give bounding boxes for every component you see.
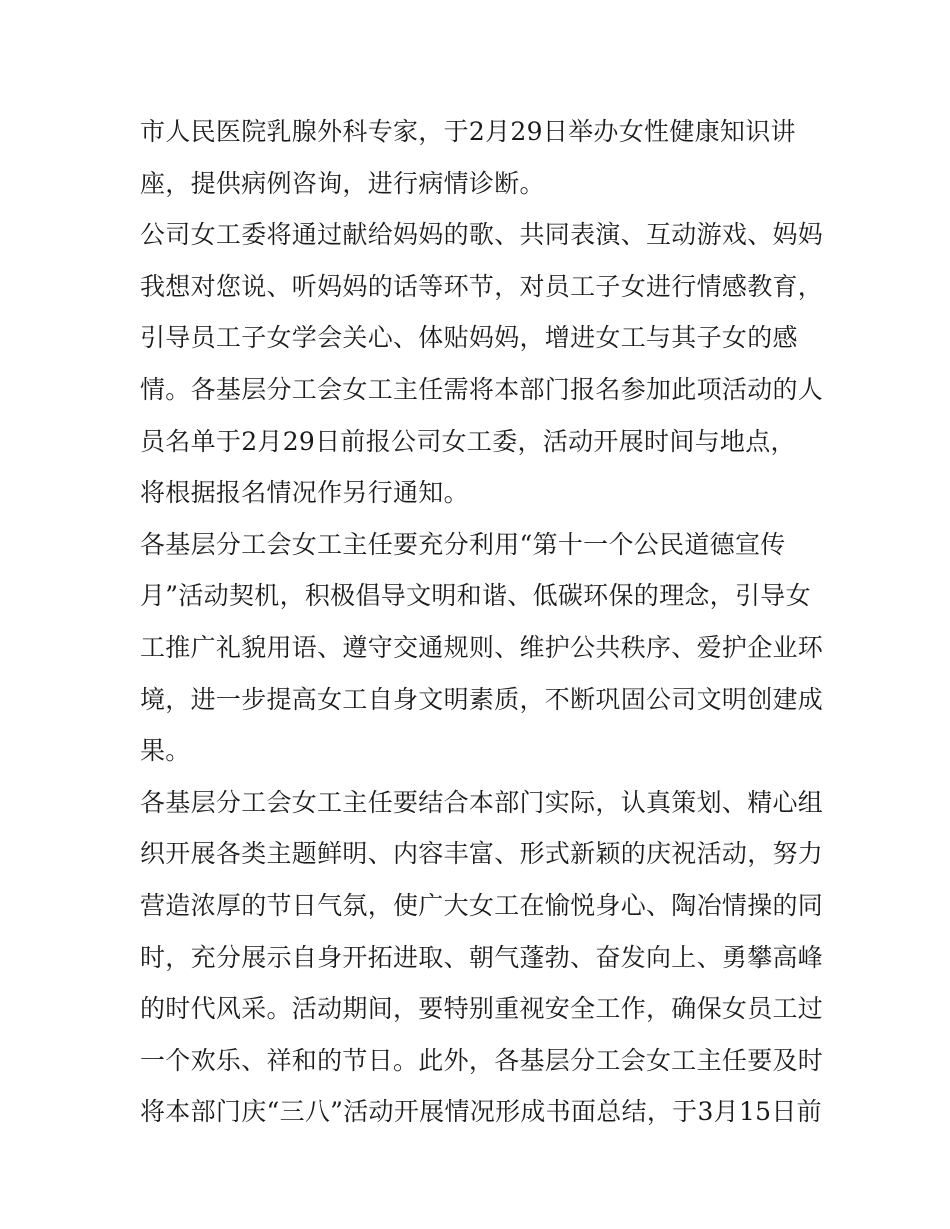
text-line: 座，提供病例咨询，进行病情诊断。 <box>140 168 545 198</box>
text-line: 员名单于2月29日前报公司女工委，活动开展时间与地点， <box>140 426 796 456</box>
text-line: 时，充分展示自身开拓进取、朝气蓬勃、奋发向上、勇攀高峰 <box>140 942 824 972</box>
text-line: 公司女工委将通过献给妈妈的歌、共同表演、互动游戏、妈妈 <box>140 220 824 250</box>
text-line: 营造浓厚的节日气氛，使广大女工在愉悦身心、陶冶情操的同 <box>140 890 824 920</box>
text-line: 果。 <box>140 736 191 766</box>
text-line: 将本部门庆“三八”活动开展情况形成书面总结，于3月15日前 <box>140 1097 822 1127</box>
text-line: 市人民医院乳腺外科专家，于2月29日举办女性健康知识讲 <box>140 117 796 146</box>
text-line: 情。各基层分工会女工主任需将本部门报名参加此项活动的人 <box>140 374 824 404</box>
text-line: 我想对您说、听妈妈的话等环节，对员工子女进行情感教育， <box>140 271 824 301</box>
text-line: 各基层分工会女工主任要结合本部门实际，认真策划、精心组 <box>140 787 824 817</box>
text-line: 的时代风采。活动期间，要特别重视安全工作，确保女员工过 <box>140 994 824 1024</box>
text-line: 引导员工子女学会关心、体贴妈妈，增进女工与其子女的感 <box>140 323 798 353</box>
text-line: 境，进一步提高女工自身文明素质，不断巩固公司文明创建成 <box>140 684 824 714</box>
document-body <box>140 106 824 1138</box>
text-line: 工推广礼貌用语、遵守交通规则、维护公共秩序、爱护企业环 <box>140 632 824 662</box>
text-line: 一个欢乐、祥和的节日。此外，各基层分工会女工主任要及时 <box>140 1045 824 1075</box>
text-line: 将根据报名情况作另行通知。 <box>140 478 469 508</box>
text-line: 月”活动契机，积极倡导文明和谐、低碳环保的理念，引导女 <box>140 581 811 611</box>
text-line: 织开展各类主题鲜明、内容丰富、形式新颖的庆祝活动，努力 <box>140 839 824 869</box>
text-line: 各基层分工会女工主任要充分利用“第十一个公民道德宣传 <box>140 529 786 559</box>
